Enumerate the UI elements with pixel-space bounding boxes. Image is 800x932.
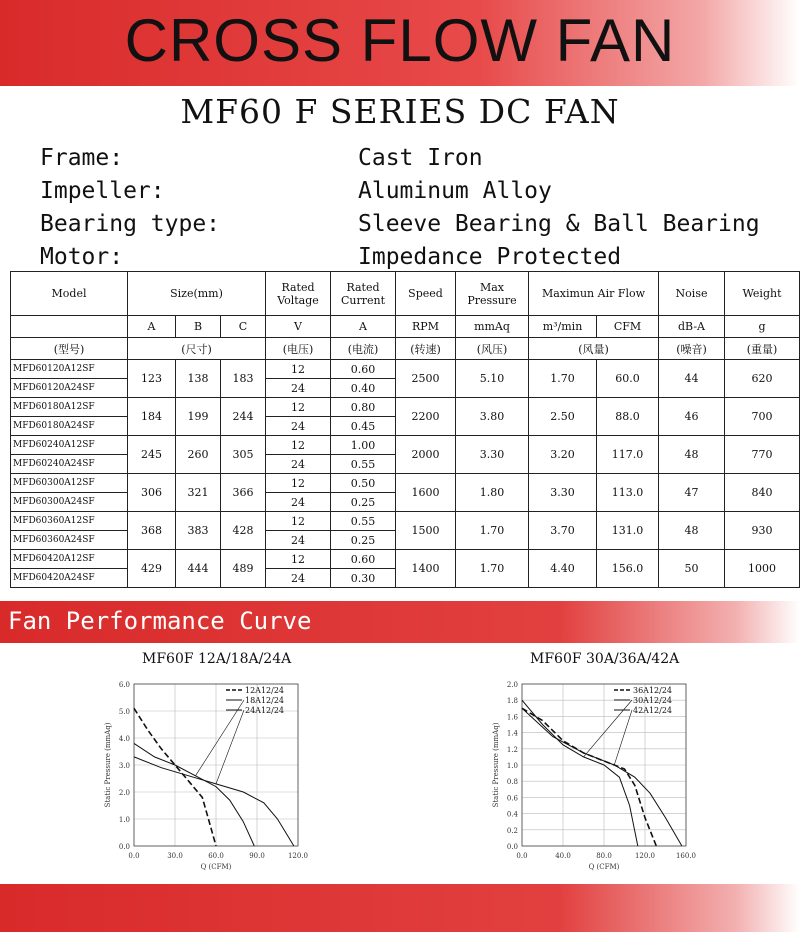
cell-pressure: 1.70 — [456, 512, 529, 550]
y-tick-label: 6.0 — [118, 681, 130, 689]
cell-voltage: 24 — [266, 531, 331, 550]
series-line-1 — [522, 700, 638, 846]
y-tick-label: 2.0 — [506, 681, 518, 689]
y-tick-label: 1.8 — [506, 697, 518, 706]
cell-model: MFD60360A12SF — [11, 512, 128, 531]
header-size: Size(mm) — [128, 272, 266, 316]
cell-current: 0.40 — [331, 379, 396, 398]
cell-model: MFD60300A12SF — [11, 474, 128, 493]
cell-size-b: 444 — [176, 550, 221, 588]
cell-current: 0.60 — [331, 550, 396, 569]
section-banner — [0, 601, 800, 643]
cn-voltage: (电压) — [266, 338, 331, 360]
cell-model: MFD60240A24SF — [11, 455, 128, 474]
cn-speed: (转速) — [396, 338, 456, 360]
unit-rpm: RPM — [396, 316, 456, 338]
cell-weight: 930 — [725, 512, 800, 550]
cell-current: 1.00 — [331, 436, 396, 455]
header-voltage: Rated Voltage — [266, 272, 331, 316]
cell-size-c: 366 — [221, 474, 266, 512]
cell-current: 0.80 — [331, 398, 396, 417]
y-tick-label: 4.0 — [118, 735, 130, 743]
spec-value: Cast Iron — [358, 145, 483, 171]
cell-size-c: 183 — [221, 360, 266, 398]
chart-right-title: MF60F 30A/36A/42A — [530, 651, 680, 667]
cell-noise: 50 — [659, 550, 725, 588]
spec-table-body — [11, 272, 800, 588]
x-tick-label: 0.0 — [128, 852, 140, 860]
page-subtitle: MF60 F SERIES DC FAN — [180, 92, 620, 131]
cell-size-a: 245 — [128, 436, 176, 474]
cell-model: MFD60180A12SF — [11, 398, 128, 417]
performance-chart-left — [98, 670, 330, 880]
cell-speed: 2200 — [396, 398, 456, 436]
legend-pointer — [584, 700, 633, 757]
cell-pressure: 3.30 — [456, 436, 529, 474]
y-tick-label: 0.6 — [506, 794, 518, 803]
spec-row-motor — [40, 241, 800, 274]
cell-model: MFD60360A24SF — [11, 531, 128, 550]
cell-current: 0.55 — [331, 512, 396, 531]
cn-size: (尺寸) — [128, 338, 266, 360]
cell-voltage: 24 — [266, 417, 331, 436]
x-tick-label: 0.0 — [516, 852, 528, 860]
table-header-row — [11, 272, 800, 316]
cell-speed: 1600 — [396, 474, 456, 512]
cell-voltage: 12 — [266, 512, 331, 531]
cell-voltage: 24 — [266, 569, 331, 588]
table-row — [11, 436, 800, 455]
table-row — [11, 512, 800, 531]
x-axis-label: Q (CFM) — [588, 863, 620, 871]
y-tick-label: 1.0 — [118, 816, 130, 824]
cell-current: 0.50 — [331, 474, 396, 493]
y-tick-label: 1.0 — [506, 762, 518, 770]
cell-noise: 48 — [659, 512, 725, 550]
cell-voltage: 24 — [266, 493, 331, 512]
cell-model: MFD60300A24SF — [11, 493, 128, 512]
chart-left-title: MF60F 12A/18A/24A — [142, 651, 292, 667]
unit-m3: m³/min — [529, 316, 597, 338]
unit-c: C — [221, 316, 266, 338]
cell-m3: 3.30 — [529, 474, 597, 512]
cell-model: MFD60120A24SF — [11, 379, 128, 398]
table-cn-row — [11, 338, 800, 360]
unit-v: V — [266, 316, 331, 338]
unit-mmaq: mmAq — [456, 316, 529, 338]
spec-row-frame — [40, 142, 800, 175]
cell-voltage: 12 — [266, 550, 331, 569]
cell-cfm: 88.0 — [597, 398, 659, 436]
cell-current: 0.45 — [331, 417, 396, 436]
x-tick-label: 90.0 — [249, 852, 265, 860]
spec-key: Bearing type: — [40, 211, 221, 237]
cell-voltage: 24 — [266, 379, 331, 398]
header-weight: Weight — [725, 272, 800, 316]
cell-speed: 2500 — [396, 360, 456, 398]
cell-current: 0.25 — [331, 493, 396, 512]
x-tick-label: 120.0 — [634, 852, 656, 860]
cn-airflow: (风量) — [529, 338, 659, 360]
table-row — [11, 474, 800, 493]
unit-b: B — [176, 316, 221, 338]
cell-speed: 1400 — [396, 550, 456, 588]
header-model: Model — [11, 272, 128, 316]
bottom-banner — [0, 884, 800, 932]
spec-table — [10, 271, 800, 588]
cell-size-a: 184 — [128, 398, 176, 436]
cell-m3: 1.70 — [529, 360, 597, 398]
spec-value: Impedance Protected — [358, 244, 622, 270]
cell-voltage: 12 — [266, 474, 331, 493]
cell-size-b: 260 — [176, 436, 221, 474]
spec-value: Aluminum Alloy — [358, 178, 552, 204]
cell-m3: 4.40 — [529, 550, 597, 588]
cell-model: MFD60120A12SF — [11, 360, 128, 379]
cell-noise: 44 — [659, 360, 725, 398]
x-tick-label: 160.0 — [675, 852, 697, 860]
cell-noise: 48 — [659, 436, 725, 474]
cell-pressure: 3.80 — [456, 398, 529, 436]
cell-weight: 770 — [725, 436, 800, 474]
cell-size-a: 368 — [128, 512, 176, 550]
table-row — [11, 550, 800, 569]
page-title: CROSS FLOW FAN — [124, 7, 676, 74]
cell-weight: 1000 — [725, 550, 800, 588]
unit-dba: dB-A — [659, 316, 725, 338]
x-tick-label: 30.0 — [167, 852, 183, 860]
cell-size-c: 305 — [221, 436, 266, 474]
header-current: Rated Current — [331, 272, 396, 316]
cell-weight: 840 — [725, 474, 800, 512]
legend-label: 18A12/24 — [245, 696, 285, 705]
y-tick-label: 5.0 — [118, 708, 130, 716]
table-row — [11, 398, 800, 417]
legend-label: 36A12/24 — [633, 686, 673, 695]
cell-m3: 3.70 — [529, 512, 597, 550]
y-tick-label: 1.2 — [506, 745, 518, 754]
legend-label: 12A12/24 — [245, 686, 285, 695]
y-tick-label: 1.6 — [506, 713, 518, 722]
x-axis-label: Q (CFM) — [200, 863, 232, 871]
unit-model-blank — [11, 316, 128, 338]
series-line-2 — [134, 757, 294, 846]
unit-cfm: CFM — [597, 316, 659, 338]
y-tick-label: 0.2 — [506, 826, 518, 835]
performance-chart-right — [486, 670, 726, 880]
cell-m3: 2.50 — [529, 398, 597, 436]
cell-size-b: 138 — [176, 360, 221, 398]
legend-label: 30A12/24 — [633, 696, 673, 705]
header-pressure: Max Pressure — [456, 272, 529, 316]
cell-size-a: 429 — [128, 550, 176, 588]
cell-noise: 47 — [659, 474, 725, 512]
cn-noise: (噪音) — [659, 338, 725, 360]
series-line-1 — [134, 743, 254, 846]
y-axis-label: Static Pressure (mmAq) — [492, 722, 500, 808]
y-tick-label: 0.8 — [506, 778, 518, 787]
spec-value: Sleeve Bearing & Ball Bearing — [358, 211, 760, 237]
cell-voltage: 24 — [266, 455, 331, 474]
cell-size-b: 321 — [176, 474, 221, 512]
cell-model: MFD60420A12SF — [11, 550, 128, 569]
legend-label: 24A12/24 — [245, 706, 285, 715]
cell-size-b: 383 — [176, 512, 221, 550]
cell-m3: 3.20 — [529, 436, 597, 474]
cell-pressure: 5.10 — [456, 360, 529, 398]
cell-cfm: 117.0 — [597, 436, 659, 474]
y-tick-label: 1.4 — [506, 729, 518, 738]
cell-size-c: 489 — [221, 550, 266, 588]
cell-voltage: 12 — [266, 436, 331, 455]
header-airflow: Maximun Air Flow — [529, 272, 659, 316]
header-noise: Noise — [659, 272, 725, 316]
cell-speed: 2000 — [396, 436, 456, 474]
cell-size-c: 244 — [221, 398, 266, 436]
x-tick-label: 40.0 — [555, 852, 571, 860]
table-unit-row — [11, 316, 800, 338]
series-line-2 — [522, 708, 682, 846]
cell-size-a: 306 — [128, 474, 176, 512]
cell-current: 0.55 — [331, 455, 396, 474]
cell-voltage: 12 — [266, 360, 331, 379]
spec-key: Impeller: — [40, 178, 165, 204]
header-speed: Speed — [396, 272, 456, 316]
unit-amp: A — [331, 316, 396, 338]
spec-row-impeller — [40, 175, 800, 208]
y-tick-label: 2.0 — [118, 789, 130, 797]
section-title: Fan Performance Curve — [8, 607, 312, 635]
y-tick-label: 0.0 — [506, 843, 518, 851]
y-tick-label: 0.4 — [506, 810, 518, 819]
legend-pointer — [216, 710, 244, 784]
cell-model: MFD60420A24SF — [11, 569, 128, 588]
cell-pressure: 1.80 — [456, 474, 529, 512]
table-row — [11, 360, 800, 379]
legend-label: 42A12/24 — [633, 706, 673, 715]
cell-cfm: 156.0 — [597, 550, 659, 588]
y-tick-label: 3.0 — [118, 762, 130, 770]
cell-voltage: 12 — [266, 398, 331, 417]
cell-size-a: 123 — [128, 360, 176, 398]
legend-pointer — [614, 710, 632, 765]
x-tick-label: 120.0 — [287, 852, 309, 860]
cell-weight: 620 — [725, 360, 800, 398]
cell-noise: 46 — [659, 398, 725, 436]
spec-list — [40, 142, 800, 274]
y-tick-label: 0.0 — [118, 843, 130, 851]
spec-key: Frame: — [40, 145, 124, 171]
cell-model: MFD60180A24SF — [11, 417, 128, 436]
cell-pressure: 1.70 — [456, 550, 529, 588]
cell-cfm: 131.0 — [597, 512, 659, 550]
unit-g: g — [725, 316, 800, 338]
cell-cfm: 60.0 — [597, 360, 659, 398]
cell-size-c: 428 — [221, 512, 266, 550]
spec-row-bearing — [40, 208, 800, 241]
cell-cfm: 113.0 — [597, 474, 659, 512]
spec-key: Motor: — [40, 244, 124, 270]
cell-current: 0.30 — [331, 569, 396, 588]
cell-speed: 1500 — [396, 512, 456, 550]
series-line-0 — [522, 708, 656, 846]
y-axis-label: Static Pressure (mmAq) — [104, 722, 112, 808]
x-tick-label: 60.0 — [208, 852, 224, 860]
cn-pressure: (风压) — [456, 338, 529, 360]
title-banner — [0, 0, 800, 86]
cn-current: (电流) — [331, 338, 396, 360]
cell-current: 0.25 — [331, 531, 396, 550]
unit-a: A — [128, 316, 176, 338]
cell-weight: 700 — [725, 398, 800, 436]
cn-model: (型号) — [11, 338, 128, 360]
cell-current: 0.60 — [331, 360, 396, 379]
cn-weight: (重量) — [725, 338, 800, 360]
cell-size-b: 199 — [176, 398, 221, 436]
cell-model: MFD60240A12SF — [11, 436, 128, 455]
x-tick-label: 80.0 — [596, 852, 612, 860]
